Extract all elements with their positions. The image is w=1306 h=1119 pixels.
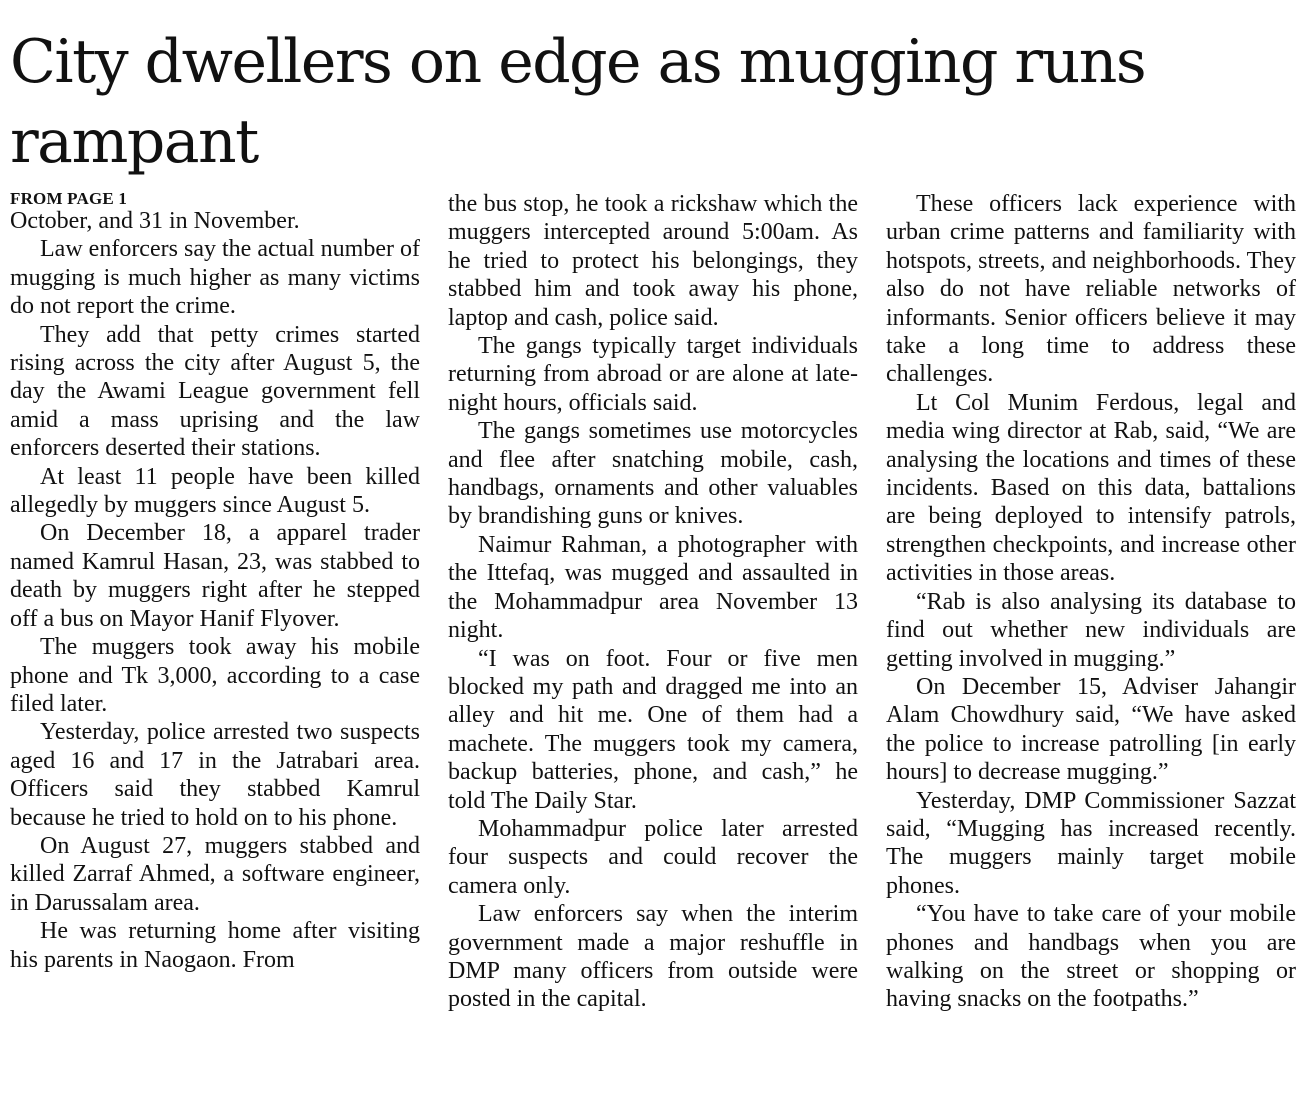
paragraph: The muggers took away his mobile phone and Tk 3,000, according to a case filed later. (10, 634, 420, 717)
paragraph: They add that petty crimes started rising across the city after August 5, the day the Awami League government fell amid a mass uprising and the law enforcers deserted their stations. (10, 321, 420, 462)
paragraph: On December 15, Adviser Jahangir Alam Chowdhury said, “We have asked the police to increase patrolling [in early hours] to decrease mugging.” (886, 673, 1296, 786)
article-column-2 (448, 190, 858, 1014)
paragraph: Naimur Rahman, a photographer with the Ittefaq, was mugged and assaulted in the Mohammadpur area November 13 night. (448, 531, 858, 644)
paragraph: the bus stop, he took a rickshaw which the muggers intercepted around 5:00am. As he tried to protect his belongings, they stabbed him and took away his phone, laptop and cash, police said. (448, 191, 858, 331)
paragraph: October, and 31 in November. (10, 208, 300, 234)
paragraph: The gangs typically target individuals returning from abroad or are alone at late-night hours, officials said. (448, 333, 858, 416)
article-column-1 (10, 188, 420, 974)
paragraph: “Rab is also analysing its database to find out whether new individuals are getting involved in mugging.” (886, 588, 1296, 672)
headline: City dwellers on edge as mugging runs rampant (10, 27, 1146, 177)
paragraph: Lt Col Munim Ferdous, legal and media wing director at Rab, said, “We are analysing the locations and times of these incidents. Based on this data, battalions are being deployed to intensify patrols, strengthen checkpoints, and increase other activities in those areas. (886, 389, 1296, 587)
continued-from-label: FROM PAGE 1 (10, 189, 128, 208)
paragraph: Yesterday, police arrested two suspects aged 16 and 17 in the Jatrabari area. Officers said they stabbed Kamrul because he tried to hold on to his phone. (10, 719, 420, 831)
paragraph: At least 11 people have been killed allegedly by muggers since August 5. (10, 463, 420, 519)
paragraph: Yesterday, DMP Commissioner Sazzat said, “Mugging has increased recently. The muggers mainly target mobile phones. (886, 787, 1296, 899)
paragraph: Law enforcers say the actual number of mugging is much higher as many victims do not report the crime. (10, 236, 420, 320)
paragraph: “I was on foot. Four or five men blocked my path and dragged me into an alley and hit me. One of them had a machete. The muggers took my camera, backup batteries, phone, and cash,” he told The Daily Star. (448, 645, 858, 814)
paragraph: The gangs sometimes use motorcycles and flee after snatching mobile, cash, handbags, ornaments and other valuables by brandishing guns or knives. (448, 418, 858, 530)
paragraph: These officers lack experience with urban crime patterns and familiarity with hotspots, streets, and neighborhoods. They also do not have reliable networks of informants. Senior officers believe it may take a long time to address these challenges. (886, 191, 1296, 388)
article-column-3 (886, 190, 1296, 1014)
paragraph: Law enforcers say when the interim government made a major reshuffle in DMP many officers from outside were posted in the capital. (448, 901, 858, 1013)
paragraph: Mohammadpur police later arrested four suspects and could recover the camera only. (448, 815, 858, 899)
paragraph: On December 18, a apparel trader named Kamrul Hasan, 23, was stabbed to death by muggers right after he stepped off a bus on Mayor Hanif Flyover. (10, 520, 420, 632)
paragraph: He was returning home after visiting his parents in Naogaon. From (10, 918, 420, 973)
paragraph: On August 27, muggers stabbed and killed Zarraf Ahmed, a software engineer, in Darussalam area. (10, 832, 420, 916)
paragraph: “You have to take care of your mobile phones and handbags when you are walking on the street or shopping or having snacks on the footpaths.” (886, 901, 1296, 1013)
